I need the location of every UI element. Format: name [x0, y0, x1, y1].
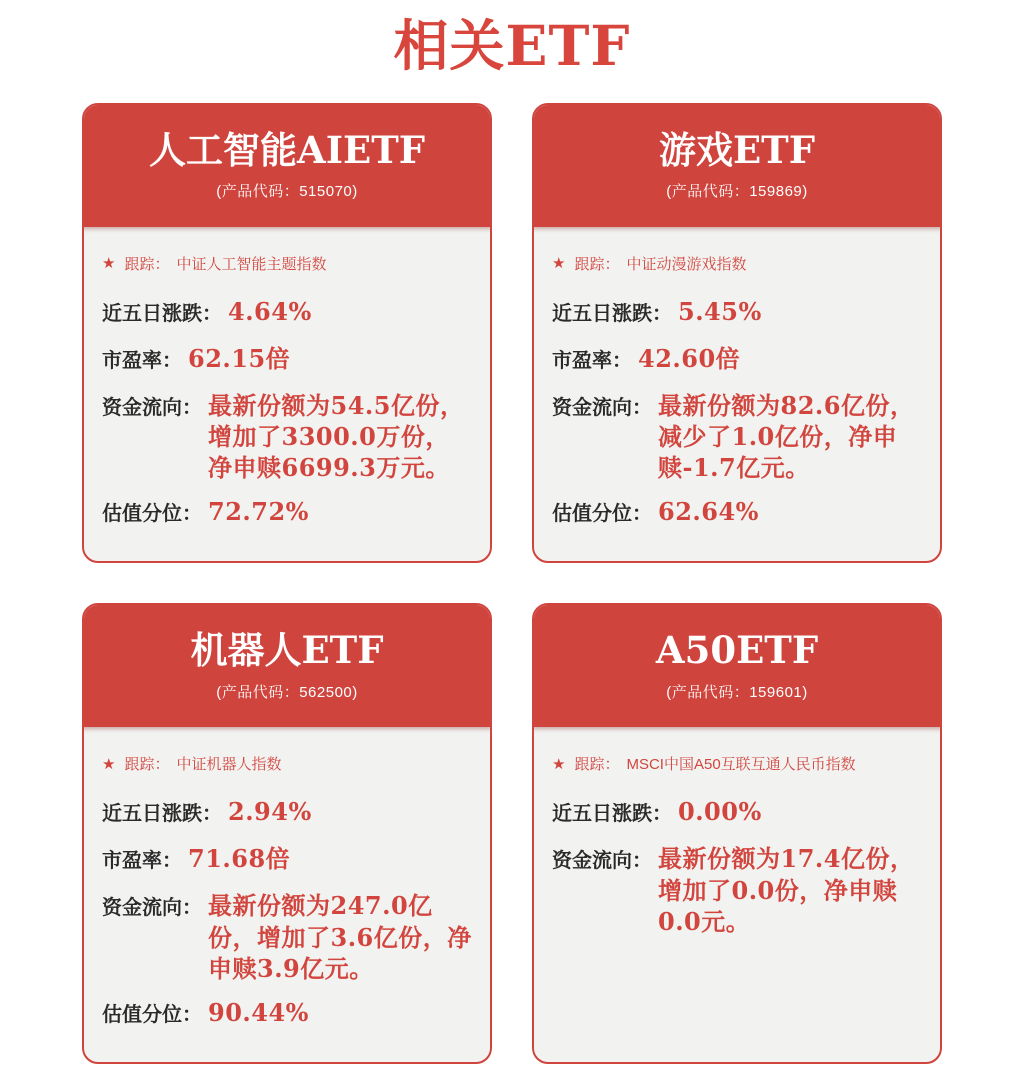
field-row-valuation	[552, 496, 922, 530]
card-title: A50ETF	[655, 628, 819, 673]
card-body	[534, 227, 940, 562]
card-body	[84, 727, 490, 1062]
track-label: 跟踪：	[574, 255, 620, 273]
field-row-change	[102, 296, 472, 330]
field-label: 估值分位：	[552, 503, 652, 526]
card-header	[532, 603, 942, 727]
field-label: 资金流向：	[102, 396, 202, 419]
field-value: 4.64%	[228, 296, 312, 326]
field-value: 5.45%	[678, 296, 762, 326]
field-row-pe	[102, 343, 472, 377]
field-value: 0.00%	[678, 797, 762, 827]
star-icon: ★	[552, 255, 566, 273]
field-value: 2.94%	[228, 797, 312, 827]
track-label: 跟踪：	[124, 756, 170, 774]
etf-card-game	[532, 103, 942, 564]
field-label: 市盈率：	[102, 850, 182, 873]
field-label: 近五日涨跌：	[552, 302, 672, 325]
track-row	[552, 253, 922, 274]
field-value: 最新份额为82.6亿份，减少了1.0亿份，净申赎-1.7亿元。	[658, 390, 915, 483]
track-label: 跟踪：	[574, 756, 620, 774]
page-title: 相关ETF	[393, 13, 631, 78]
card-product-code: (产品代码：159869)	[666, 183, 808, 201]
field-label: 近五日涨跌：	[102, 803, 222, 826]
etf-cards-grid	[0, 103, 1024, 1064]
field-value: 71.68倍	[188, 844, 291, 874]
field-value: 最新份额为17.4亿份，增加了0.0份，净申赎0.0元。	[658, 844, 915, 936]
card-product-code: (产品代码：159601)	[666, 683, 808, 701]
track-row	[102, 253, 472, 274]
star-icon: ★	[102, 755, 116, 773]
card-header	[532, 103, 942, 227]
field-row-fund-flow	[552, 843, 922, 937]
track-index-name: 中证机器人指数	[176, 756, 282, 774]
field-row-pe	[552, 343, 922, 377]
field-value: 62.15倍	[188, 343, 291, 373]
track-row	[102, 753, 472, 774]
star-icon: ★	[552, 755, 566, 773]
track-row	[552, 753, 922, 774]
card-body	[534, 727, 940, 1062]
track-index-name: MSCI中国A50互联互通人民币指数	[626, 756, 856, 774]
field-label: 近五日涨跌：	[552, 803, 672, 826]
card-title: 游戏ETF	[658, 127, 815, 172]
field-row-valuation	[102, 496, 472, 530]
field-label: 估值分位：	[102, 1004, 202, 1027]
field-row-fund-flow	[102, 890, 472, 984]
field-label: 资金流向：	[552, 850, 652, 873]
card-title: 机器人ETF	[190, 628, 384, 673]
etf-card-robot	[82, 603, 492, 1064]
field-label: 估值分位：	[102, 503, 202, 526]
field-value: 90.44%	[208, 998, 309, 1028]
field-label: 资金流向：	[552, 396, 652, 419]
field-label: 资金流向：	[102, 897, 202, 920]
field-row-fund-flow	[102, 390, 472, 484]
field-row-change	[552, 296, 922, 330]
field-row-pe	[102, 843, 472, 877]
etf-card-a50	[532, 603, 942, 1064]
field-row-valuation	[102, 997, 472, 1031]
field-label: 市盈率：	[102, 349, 182, 372]
field-value: 最新份额为247.0亿份，增加了3.6亿份，净申赎3.9亿元。	[208, 891, 472, 983]
card-title: 人工智能AIETF	[148, 127, 426, 172]
track-index-name: 中证人工智能主题指数	[176, 255, 327, 273]
field-row-change	[552, 796, 922, 830]
field-row-fund-flow	[552, 390, 922, 484]
star-icon: ★	[102, 255, 116, 273]
field-label: 市盈率：	[552, 349, 632, 372]
field-value: 62.64%	[658, 497, 759, 527]
track-index-name: 中证动漫游戏指数	[626, 255, 747, 273]
card-header	[82, 603, 492, 727]
field-label: 近五日涨跌：	[102, 302, 222, 325]
card-product-code: (产品代码：515070)	[216, 183, 358, 201]
track-label: 跟踪：	[124, 255, 170, 273]
card-product-code: (产品代码：562500)	[216, 683, 358, 701]
field-value: 最新份额为54.5亿份，增加了3300.0万份，净申赎6699.3万元。	[208, 390, 465, 483]
etf-card-aietf	[82, 103, 492, 564]
field-value: 42.60倍	[638, 343, 741, 373]
field-value: 72.72%	[208, 497, 309, 527]
card-body	[84, 227, 490, 562]
card-header	[82, 103, 492, 227]
field-row-change	[102, 796, 472, 830]
